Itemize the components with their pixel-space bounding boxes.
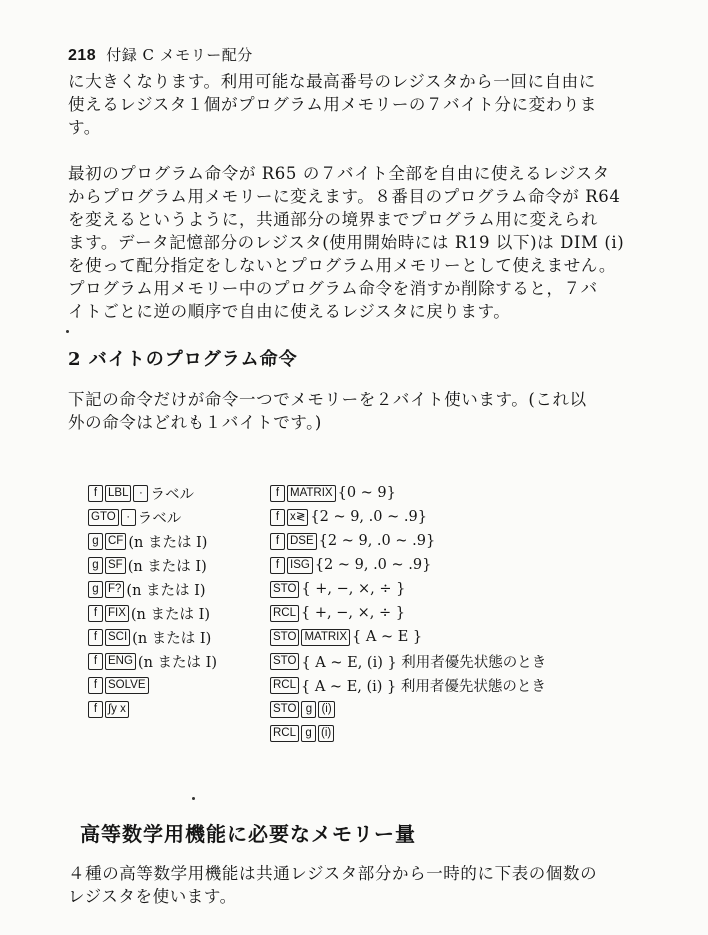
keycap: f bbox=[270, 533, 285, 550]
text-line: イトごとに逆の順序で自由に使えるレジスタに戻ります。 bbox=[68, 302, 511, 321]
text-line: 使えるレジスタ１個がプログラム用メモリーの７バイト分に変わりま bbox=[68, 95, 598, 114]
text-line: 外の命令はどれも１バイトです。) bbox=[68, 413, 322, 432]
instruction-operand: (n または I) bbox=[132, 630, 212, 647]
instruction-row bbox=[88, 505, 217, 529]
keycap: STO bbox=[270, 581, 299, 598]
instruction-operand: {2 ~ 9, .0 ~ .9} bbox=[310, 509, 427, 525]
instruction-row bbox=[88, 601, 217, 625]
instruction-row bbox=[270, 481, 546, 505]
instruction-operand: (n または I) bbox=[126, 582, 206, 599]
keycap: LBL bbox=[105, 485, 131, 502]
text-line: す。 bbox=[68, 118, 101, 137]
paragraph-4 bbox=[68, 862, 598, 908]
instruction-operand: {0 ~ 9} bbox=[337, 485, 396, 501]
text-line: 下記の命令だけが命令一つでメモリーを２バイト使います。(これ以 bbox=[68, 390, 587, 409]
keycap: f bbox=[88, 605, 103, 622]
keycap: (i) bbox=[318, 725, 334, 742]
keycap: f bbox=[88, 653, 103, 670]
print-speck bbox=[66, 330, 69, 333]
keycap: (i) bbox=[318, 701, 334, 718]
text-line: を使って配分指定をしないとプログラム用メモリーとして使えません。 bbox=[68, 256, 617, 275]
keycap: g bbox=[88, 581, 103, 598]
keycap: F? bbox=[105, 581, 124, 598]
header-title: 付録 C メモリー配分 bbox=[106, 46, 253, 64]
keycap: SF bbox=[105, 557, 126, 574]
paragraph-1 bbox=[68, 70, 598, 139]
keycap: MATRIX bbox=[301, 629, 350, 646]
text-line: ４種の高等数学用機能は共通レジスタ部分から一時的に下表の個数の bbox=[68, 864, 598, 883]
keycap: MATRIX bbox=[287, 485, 336, 502]
instruction-row bbox=[88, 649, 217, 673]
instruction-row bbox=[270, 505, 546, 529]
instruction-row bbox=[270, 625, 546, 649]
instruction-row bbox=[270, 649, 546, 673]
instruction-operand: ラベル bbox=[150, 486, 194, 503]
keycap: f bbox=[270, 485, 285, 502]
instruction-row bbox=[88, 481, 217, 505]
keycap: f bbox=[88, 629, 103, 646]
instruction-operand: { A ~ E, (i) } 利用者優先状態のとき bbox=[301, 678, 546, 695]
instruction-row bbox=[270, 601, 546, 625]
text-line: を変えるというように，共通部分の境界までプログラム用に変えられ bbox=[68, 210, 598, 229]
section-heading-memory: 高等数学用機能に必要なメモリー量 bbox=[80, 822, 416, 846]
text-line: ます。データ記憶部分のレジスタ(使用開始時には R19 以下)は DIM (i) bbox=[68, 233, 625, 252]
keycap: g bbox=[301, 725, 316, 742]
keycap: f bbox=[88, 485, 103, 502]
instruction-row bbox=[270, 529, 546, 553]
text-line: に大きくなります。利用可能な最高番号のレジスタから一回に自由に bbox=[68, 72, 596, 91]
instruction-operand: (n または I) bbox=[128, 534, 208, 551]
instruction-operand: (n または I) bbox=[130, 606, 210, 623]
instruction-operand: (n または I) bbox=[137, 654, 218, 671]
instruction-operand: (n または I) bbox=[127, 558, 207, 575]
keycap: g bbox=[88, 557, 103, 574]
instruction-row bbox=[88, 625, 217, 649]
page-number: 218 bbox=[68, 47, 97, 64]
instruction-operand: { +, −, ×, ÷ } bbox=[301, 581, 406, 597]
instruction-row bbox=[88, 553, 217, 577]
keycap: g bbox=[88, 533, 103, 550]
keycap: RCL bbox=[270, 677, 299, 694]
instruction-operand: { A ~ E, (i) } 利用者優先状態のとき bbox=[301, 654, 547, 671]
keycap: RCL bbox=[270, 725, 299, 742]
keycap: f bbox=[88, 701, 103, 718]
text-line: プログラム用メモリー中のプログラム命令を消すか削除すると，７バ bbox=[68, 279, 598, 298]
keycap: · bbox=[121, 509, 136, 526]
paragraph-2 bbox=[68, 162, 625, 323]
text-line: 最初のプログラム命令が R65 の７バイト全部を自由に使えるレジスタ bbox=[68, 164, 610, 183]
keycap: ENG bbox=[105, 653, 136, 670]
instruction-operand: ラベル bbox=[137, 510, 182, 527]
keycap: f bbox=[270, 509, 285, 526]
keycap: ISG bbox=[287, 557, 313, 574]
instruction-row bbox=[270, 577, 546, 601]
keycap: STO bbox=[270, 629, 299, 646]
keycap: RCL bbox=[270, 605, 299, 622]
keycap: GTO bbox=[88, 509, 119, 526]
instruction-row bbox=[88, 577, 217, 601]
keycap: STO bbox=[270, 701, 299, 718]
keycap: DSE bbox=[287, 533, 317, 550]
instruction-operand: {2 ~ 9, .0 ~ .9} bbox=[318, 533, 436, 549]
instruction-operand: {2 ~ 9, .0 ~ .9} bbox=[314, 557, 432, 573]
right-instruction-list bbox=[270, 481, 546, 745]
instruction-row bbox=[88, 529, 217, 553]
keycap: SCI bbox=[105, 629, 130, 646]
instruction-row bbox=[88, 673, 217, 697]
keycap: x≷ bbox=[287, 509, 308, 526]
text-line: からプログラム用メモリーに変えます。８番目のプログラム命令が R64 bbox=[68, 187, 621, 206]
keycap: f bbox=[270, 557, 285, 574]
instruction-row bbox=[88, 697, 217, 721]
instruction-operand: { +, −, ×, ÷ } bbox=[301, 605, 405, 621]
keycap: · bbox=[133, 485, 148, 502]
keycap: STO bbox=[270, 653, 299, 670]
instruction-row bbox=[270, 673, 546, 697]
keycap: ∫y x bbox=[105, 701, 129, 718]
left-instruction-list bbox=[88, 481, 217, 721]
keycap: SOLVE bbox=[105, 677, 149, 694]
instruction-operand: { A ~ E } bbox=[352, 629, 423, 645]
print-speck bbox=[192, 797, 195, 800]
section-heading-two-byte: 2 バイトのプログラム命令 bbox=[68, 349, 298, 370]
instruction-row bbox=[270, 721, 546, 745]
keycap: CF bbox=[105, 533, 126, 550]
keycap: FIX bbox=[105, 605, 129, 622]
paragraph-3 bbox=[68, 388, 598, 434]
instruction-row bbox=[270, 697, 546, 721]
page-header bbox=[68, 44, 253, 65]
keycap: g bbox=[301, 701, 316, 718]
instruction-row bbox=[270, 553, 546, 577]
text-line: レジスタを使います。 bbox=[68, 887, 237, 906]
keycap: f bbox=[88, 677, 103, 694]
